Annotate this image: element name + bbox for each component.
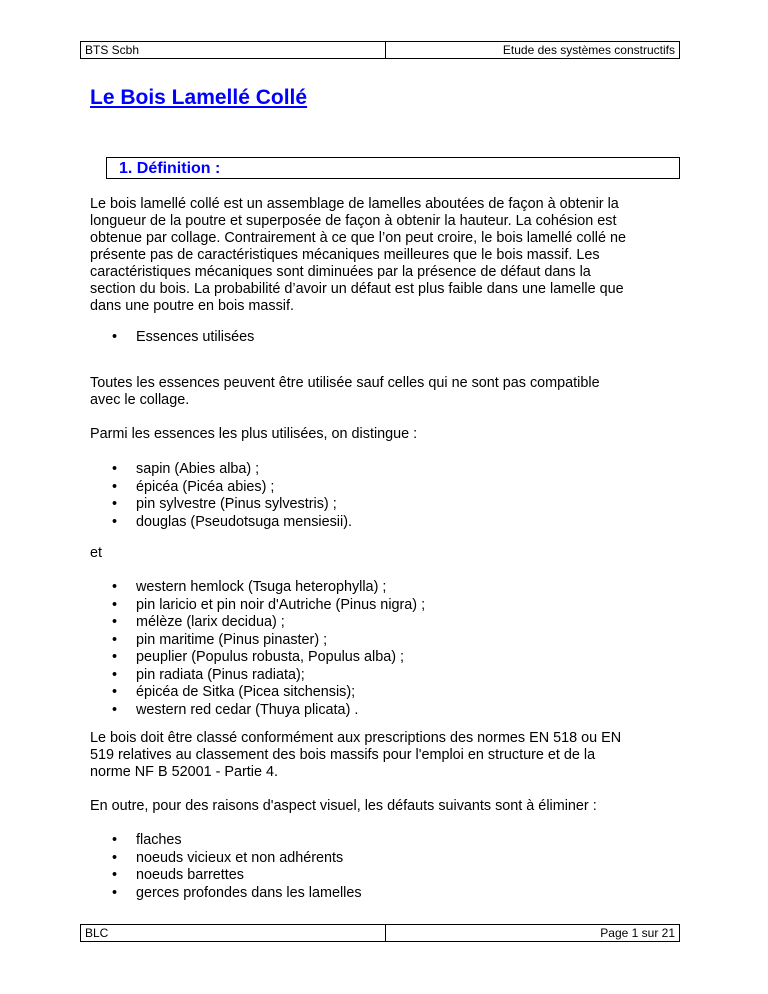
list-item: • noeuds barrettes: [112, 867, 362, 885]
footer-left: BLC: [81, 925, 386, 941]
list-item: • western red cedar (Thuya plicata) .: [112, 702, 425, 720]
page-header: [80, 41, 680, 59]
header-right: Etude des systèmes constructifs: [502, 43, 675, 57]
paragraph-toutes: [90, 375, 680, 409]
paragraph-line: norme NF B 52001 - Partie 4.: [90, 764, 278, 780]
paragraph-parmi: Parmi les essences les plus utilisées, on distingue :: [90, 426, 418, 442]
paragraph-line: avec le collage.: [90, 392, 190, 408]
page-title: Le Bois Lamellé Collé: [90, 86, 308, 109]
paragraph-line: 519 relatives au classement des bois massifs pour l'emploi en structure et de la: [90, 747, 596, 763]
list-item: • peuplier (Populus robusta, Populus alba) ;: [112, 649, 425, 667]
list-item: • épicéa de Sitka (Picea sitchensis);: [112, 684, 425, 702]
list-item: • western hemlock (Tsuga heterophylla) ;: [112, 579, 425, 597]
list-item: • pin maritime (Pinus pinaster) ;: [112, 632, 425, 650]
footer-page-number: Page 1 sur 21: [600, 926, 675, 940]
essences-bullet: [112, 329, 254, 347]
list-item: • gerces profondes dans les lamelles: [112, 885, 362, 903]
list-item: • épicéa (Picéa abies) ;: [112, 479, 352, 497]
intro-line: longueur de la poutre et superposée de façon à obtenir la hauteur. La cohésion est: [90, 213, 617, 229]
intro-line: section du bois. La probabilité d’avoir un défaut est plus faible dans une lamelle que: [90, 281, 624, 297]
paragraph-line: Le bois doit être classé conformément aux prescriptions des normes EN 518 ou EN: [90, 730, 622, 746]
list-item: • sapin (Abies alba) ;: [112, 461, 352, 479]
header-left: BTS Scbh: [81, 42, 386, 58]
list-item: • pin radiata (Pinus radiata);: [112, 667, 425, 685]
list-item: • pin sylvestre (Pinus sylvestris) ;: [112, 496, 352, 514]
intro-paragraph: [90, 196, 680, 315]
paragraph-en-outre: En outre, pour des raisons d'aspect visuel, les défauts suivants sont à éliminer :: [90, 798, 597, 814]
paragraph-classement: [90, 730, 680, 781]
defauts-list: [112, 832, 362, 902]
essences-list-2: [112, 579, 425, 719]
paragraph-et: et: [90, 545, 103, 561]
section-heading-definition: 1. Définition :: [106, 157, 680, 179]
list-item: • Essences utilisées: [112, 329, 254, 347]
list-item: • douglas (Pseudotsuga mensiesii).: [112, 514, 352, 532]
page-footer: [80, 924, 680, 942]
intro-line: caractéristiques mécaniques sont diminuées par la présence de défaut dans la: [90, 264, 591, 280]
intro-line: obtenue par collage. Contrairement à ce que l’on peut croire, le bois lamellé collé ne: [90, 230, 626, 246]
list-item: • flaches: [112, 832, 362, 850]
intro-line: présente pas de caractéristiques mécaniques meilleures que le bois massif. Les: [90, 247, 600, 263]
list-item: • pin laricio et pin noir d'Autriche (Pinus nigra) ;: [112, 597, 425, 615]
paragraph-line: Toutes les essences peuvent être utilisée sauf celles qui ne sont pas compatible: [90, 375, 600, 391]
list-item: • mélèze (larix decidua) ;: [112, 614, 425, 632]
list-item: • noeuds vicieux et non adhérents: [112, 850, 362, 868]
essences-list-1: [112, 461, 352, 531]
intro-line: Le bois lamellé collé est un assemblage de lamelles aboutées de façon à obtenir la: [90, 196, 619, 212]
intro-line: dans une poutre en bois massif.: [90, 298, 294, 314]
